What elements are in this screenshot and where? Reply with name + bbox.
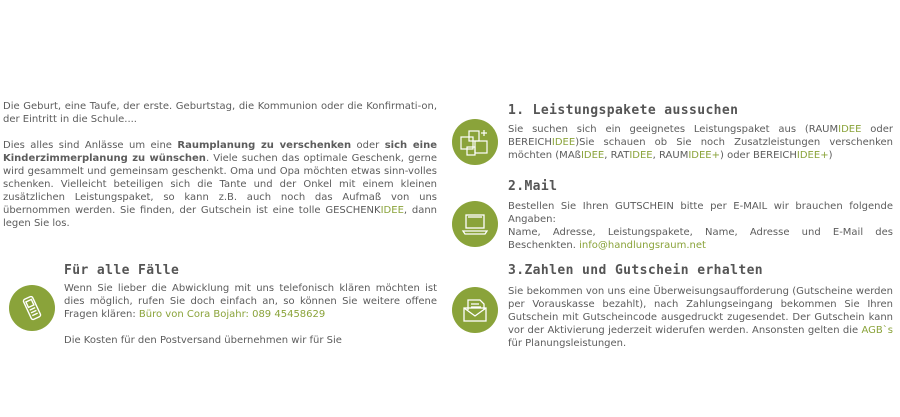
agb-link[interactable]: AGB`s xyxy=(861,325,893,336)
intro-text xyxy=(3,100,437,230)
step2-text: Bestellen Sie Ihren GUTSCHEIN bitte per E-MAIL wir brauchen folgende Angaben: Name, Adresse, Leistungspakete, Name, Adresse und E-Mail des Beschenkten. info@handlungsraum.net xyxy=(508,201,893,251)
step3-title: 3.Zahlen und Gutschein erhalten xyxy=(508,263,764,278)
postage-note: Die Kosten für den Postversand übernehmen wir für Sie xyxy=(64,335,342,346)
phone-icon xyxy=(17,293,47,323)
step1-text: Sie suchen sich ein geeignetes Leistungspaket aus (RAUMIDEE oder BEREICHIDEE)Sie schauen ob Sie noch Zusatzleistungen verschenken möchten (MAßIDEE, RATIDEE, RAUMIDEE+) oder BEREICHIDEE+) xyxy=(508,124,893,161)
laptop-icon-circle xyxy=(452,201,498,247)
email-link[interactable]: info@handlungsraum.net xyxy=(579,240,706,251)
envelope-icon xyxy=(460,296,490,324)
contact-phone[interactable]: Büro von Cora Bojahr: 089 45458629 xyxy=(138,309,326,320)
intro-paragraph-2: Dies alles sind Anlässe um eine Raumplanung zu verschenken oder sich eine Kinderzimmerplanung zu wünschen. Viele suchen das optimale Geschenk, gerne wird gesammelt und gemeinsam geschenkt. Oma und Opa möchten etwas sinn-volles schenken. Vielleicht beteiligen sich die Tante und der Onkel mit einem kleinen zusätzlichen Leistungspaket, so kann z.B. auch noch das Aufmaß von uns übernommen werden. Sie finden, der Gutschein ist eine tolle GESCHENKIDEE, dann legen Sie los. xyxy=(3,140,438,229)
faelle-title: Für alle Fälle xyxy=(64,263,180,278)
step3-text: Sie bekommen von uns eine Überweisungsaufforderung (Gutscheine werden per Vorauskasse bezahlt), nach Zahlungseingang bekommen Sie Ihren Gutschein mit Gutscheincode ausgedruckt zugesendet. Der Gutschein kann vor der Aktivierung jederzeit widerufen werden. Ansonsten gelten die AGB`s für Planungsleistungen. xyxy=(508,286,893,349)
faelle-text: Wenn Sie lieber die Abwicklung mit uns telefonisch klären möchten ist dies möglich, rufen Sie doch einfach an, so können Sie weitere offene Fragen klären: Büro von Cora Bojahr: 089 45458629 Die Kosten für den Postversand übernehmen wir für Sie xyxy=(64,283,437,346)
laptop-icon xyxy=(460,212,490,236)
packages-icon xyxy=(459,127,491,157)
step2-title: 2.Mail xyxy=(508,179,558,194)
envelope-icon-circle xyxy=(452,287,498,333)
intro-paragraph-1: Die Geburt, eine Taufe, der erste. Geburtstag, die Kommunion oder die Konfirmati-on, der Eintritt in die Schule.... xyxy=(3,101,437,125)
packages-icon-circle xyxy=(452,119,498,165)
phone-icon-circle xyxy=(9,285,55,331)
step1-title: 1. Leistungspakete aussuchen xyxy=(508,103,739,118)
